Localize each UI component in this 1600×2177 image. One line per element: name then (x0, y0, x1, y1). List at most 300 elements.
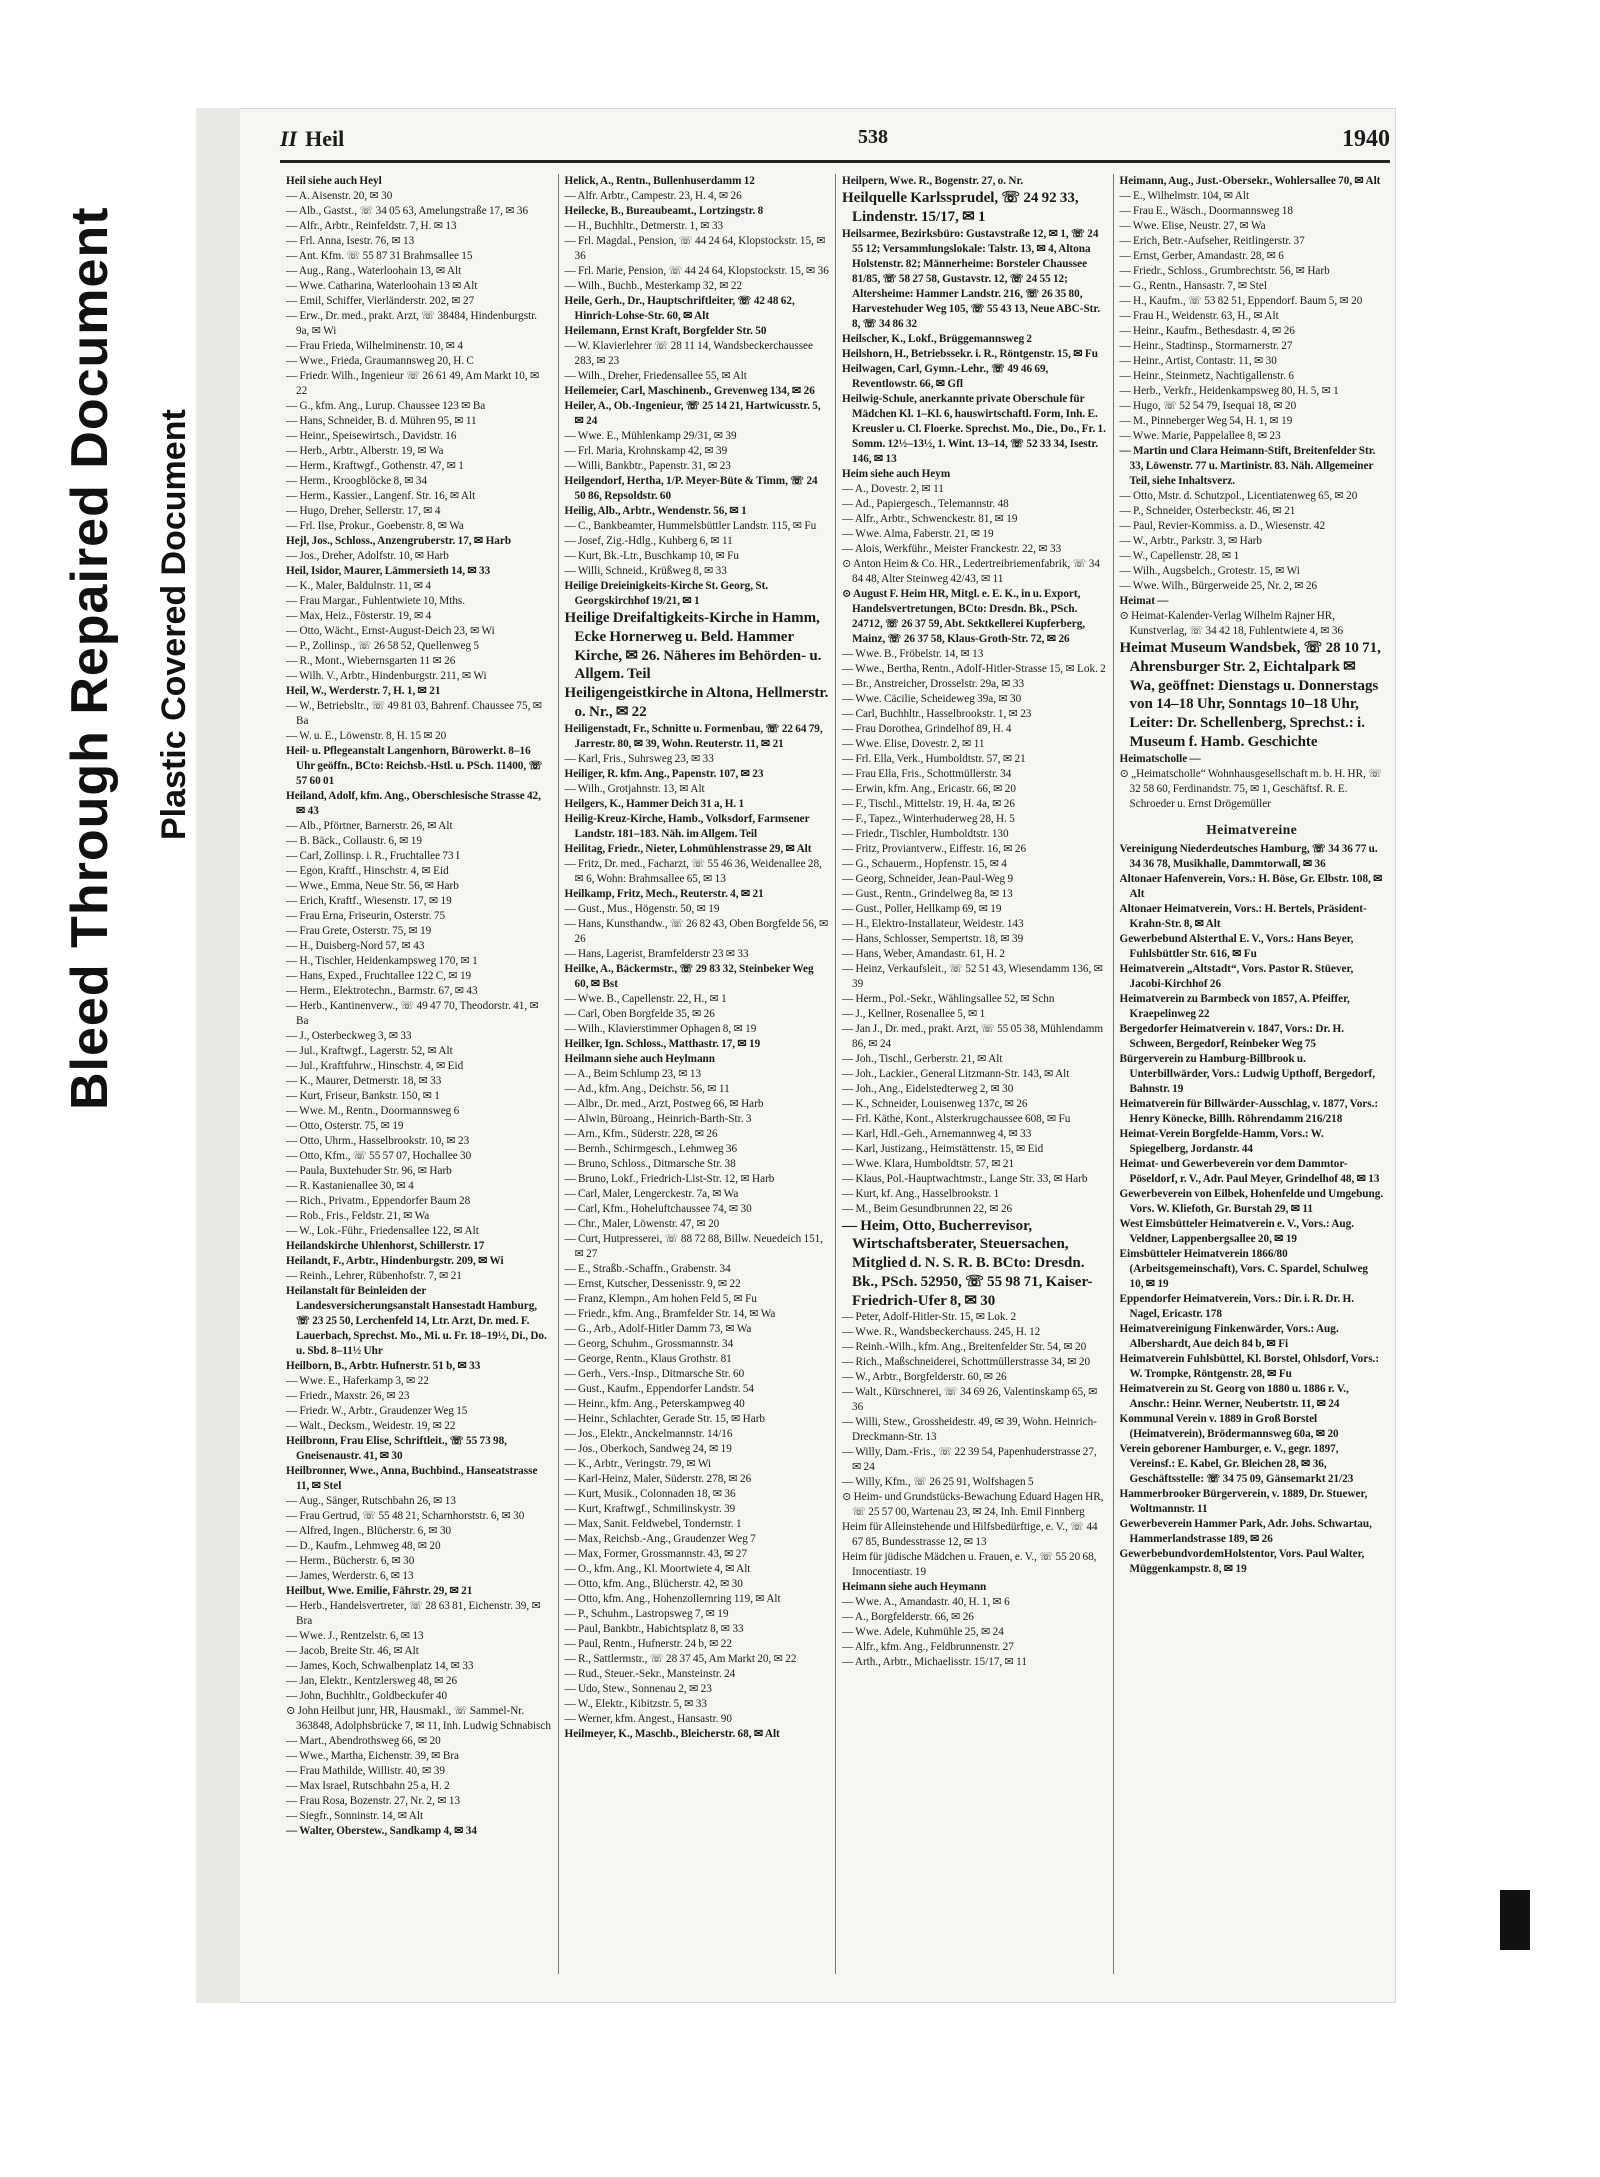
directory-entry: — Frau Grete, Osterstr. 75, ✉ 19 (286, 925, 432, 937)
directory-entry: — Frl. Anna, Isestr. 76, ✉ 13 (286, 235, 415, 247)
directory-entry: — Carl, Zollinsp. i. R., Fruchtallee 73 I (286, 850, 460, 862)
column-3 (835, 174, 1113, 1974)
directory-entry: — Joh., Ang., Eidelstedterweg 2, ✉ 30 (842, 1082, 1014, 1095)
directory-entry: — Arn., Kfm., Süderstr. 228, ✉ 26 (564, 1127, 718, 1140)
side-note-main: Bleed Through Repaired Document (61, 206, 119, 1110)
directory-entry: — Frl. Ilse, Prokur., Goebenstr. 8, ✉ Wa (286, 520, 464, 532)
directory-entry: — M., Beim Gesundbrunnen 22, ✉ 26 (842, 1202, 1013, 1215)
directory-entry: Heiliger, R. kfm. Ang., Papenstr. 107, ✉ 23 (564, 767, 764, 780)
directory-entry: — Frau Gertrud, ☏ 55 48 21, Scharnhorststr. 6, ✉ 30 (286, 1510, 525, 1522)
directory-entry: Heilecke, B., Bureaubeamt., Lortzingstr. 8 (564, 205, 764, 217)
directory-entry: — K., Maler, Baldulnstr. 11, ✉ 4 (286, 580, 432, 592)
directory-entry: Heilbronner, Wwe., Anna, Buchbind., Hanseatstrasse 11, ✉ Stel (286, 1465, 538, 1492)
directory-entry: — Walt., Decksm., Weidestr. 19, ✉ 22 (286, 1420, 456, 1432)
directory-entry: — K., Schneider, Louisenweg 137c, ✉ 26 (842, 1097, 1028, 1110)
directory-entry: — Erich, Kraftf., Wiesenstr. 17, ✉ 19 (286, 895, 452, 907)
directory-entry: Heilemeier, Carl, Maschinenb., Grevenweg 134, ✉ 26 (564, 385, 815, 397)
directory-entry: Heilanstalt für Beinleiden der Landesversicherungsanstalt Hansestadt Hamburg, ☏ 23 25 50, Lerchenfeld 14, Ltr. Arzt, Dr. med. F. Lauerbach, Sprechst. Mo., Mi. u. Fr. 18–19½, Di., Do. u. Sbd. 8–11½ Uhr (286, 1285, 547, 1357)
directory-entry: — Bernh., Schirmgesch., Lehmweg 36 (564, 1142, 738, 1155)
directory-entry: ⊙ Heim- und Grundstücks-Bewachung Eduard Hagen HR, ☏ 25 57 00, Wartenau 23, ✉ 24, Inh. Emil Finnberg (842, 1491, 1104, 1519)
directory-entry: — Jul., Kraftfuhrw., Hinschstr. 4, ✉ Eid (286, 1060, 464, 1072)
directory-entry: — Alfr., Arbtr., Reinfeldstr. 7, H. ✉ 13 (286, 220, 457, 232)
directory-entry: — John, Buchhltr., Goldbeckufer 40 (286, 1690, 448, 1702)
header-left (280, 126, 344, 152)
directory-entry: Heilsarmee, Bezirksbüro: Gustavstraße 12, ✉ 1, ☏ 24 55 12; Versammlungslokale: Talstr. 13, ✉ 4, Altona Holstenstr. 82; Männerheime: Borsteler Chaussee 81/85, ☏ 58 27 58, Gustavstr. 12, ☏ 24 55 12; Altersheime: Hammer Landstr. 216, ☏ 26 35 80, Harvestehuder Weg 105, ☏ 55 43 13, Neue ABC-Str. 8, ☏ 34 86 32 (842, 227, 1101, 330)
scan-edge-mark (1500, 1890, 1530, 1950)
columns (280, 174, 1390, 1974)
directory-entry: Heilquelle Karlssprudel, ☏ 24 92 33, Lindenstr. 15/17, ✉ 1 (842, 190, 1079, 225)
directory-entry: — M., Pinneberger Weg 54, H. 1, ✉ 19 (1119, 415, 1293, 427)
directory-page (196, 108, 1396, 2003)
directory-entry: — Alois, Werkführ., Meister Franckestr. 22, ✉ 33 (842, 542, 1062, 555)
directory-entry: — Wwe. Alma, Faberstr. 21, ✉ 19 (842, 527, 994, 540)
directory-entry: ⊙ Anton Heim & Co. HR., Ledertreibriemenfabrik, ☏ 34 84 48, Alter Steinweg 42/43, ✉ 11 (842, 557, 1100, 585)
volume-number: II (280, 126, 298, 151)
directory-entry: — Georg, Schneider, Jean-Paul-Weg 9 (842, 872, 1014, 885)
directory-entry: — Heinz, Verkaufsleit., ☏ 52 51 43, Wiesendamm 136, ✉ 39 (842, 962, 1103, 990)
directory-entry: — Carl, Buchhltr., Hasselbrookstr. 1, ✉ 23 (842, 707, 1032, 720)
directory-entry: — C., Bankbeamter, Hummelsbüttler Landstr. 115, ✉ Fu (564, 520, 817, 532)
directory-entry: — Klaus, Pol.-Hauptwachtmstr., Lange Str. 33, ✉ Harb (842, 1172, 1088, 1185)
directory-entry: — Heinr., Artist, Contastr. 11, ✉ 30 (1119, 355, 1277, 367)
directory-entry: — Gust., Rentn., Grindelweg 8a, ✉ 13 (842, 887, 1013, 900)
directory-entry: Heiligenstadt, Fr., Schnitte u. Formenbau, ☏ 22 64 79, Jarrestr. 80, ✉ 39, Wohn. Reuterstr. 11, ✉ 21 (564, 722, 823, 750)
directory-entry: ⊙ Heimat-Kalender-Verlag Wilhelm Rajner HR, Kunstverlag, ☏ 34 42 18, Fuhlentwiete 4, ✉ 36 (1119, 610, 1344, 637)
directory-entry: Heil, W., Werderstr. 7, H. 1, ✉ 21 (286, 685, 441, 697)
directory-entry: — Aug., Sänger, Rutschbahn 26, ✉ 13 (286, 1495, 456, 1507)
directory-entry: Heilig-Kreuz-Kirche, Hamb., Volksdorf, Farmsener Landstr. 181–183. Näh. im Allgem. Teil (564, 812, 810, 840)
directory-entry: — Herm., Elektrotechn., Barmstr. 67, ✉ 43 (286, 985, 478, 997)
directory-entry: — Herm., Bücherstr. 6, ✉ 30 (286, 1555, 415, 1567)
directory-entry: — Emil, Schiffer, Vierländerstr. 202, ✉ 27 (286, 295, 475, 307)
directory-entry: — Ad., Papiergesch., Telemannstr. 48 (842, 497, 1009, 510)
directory-entry: — Max, Reichsb.-Ang., Graudenzer Weg 7 (564, 1532, 756, 1545)
directory-entry: — Friedr. Wilh., Ingenieur ☏ 26 61 49, Am Markt 10, ✉ 22 (286, 370, 540, 397)
directory-entry: — A., Dovestr. 2, ✉ 11 (842, 482, 944, 495)
directory-entry: — W., Arbtr., Borgfelderstr. 60, ✉ 26 (842, 1371, 1007, 1384)
directory-entry: — Friedr., Schloss., Grumbrechtstr. 56, ✉ Harb (1119, 265, 1330, 277)
directory-entry: ⊙ „Heimatscholle“ Wohnhausgesellschaft m. b. H. HR, ☏ 32 58 60, Ferdinandstr. 75, ✉ 1, Geschäftsf. R. E. Schroeder u. Ernst Drögemüller (1119, 767, 1383, 810)
directory-entry: — Willi, Bankbtr., Papenstr. 31, ✉ 23 (564, 460, 731, 472)
directory-entry: — Karl, Hdl.-Geh., Arnemannweg 4, ✉ 33 (842, 1127, 1032, 1140)
section-heading: Heimatvereine (1206, 821, 1298, 837)
directory-entry: — G., Schauerm., Hopfenstr. 15, ✉ 4 (842, 857, 1007, 870)
directory-entry: — P., Schuhm., Lastropsweg 7, ✉ 19 (564, 1607, 729, 1620)
directory-entry: — Udo, Stew., Sonnenau 2, ✉ 23 (564, 1682, 712, 1695)
directory-entry: Heimatscholle — (1119, 752, 1201, 765)
directory-entry: GewerbebundvordemHolstentor, Vors. Paul Walter, Müggenkampstr. 8, ✉ 19 (1119, 1547, 1365, 1575)
directory-entry: Verein geborener Hamburger, e. V., gegr. 1897, Vereinsf.: E. Kabel, Gr. Bleichen 28, ✉ 36, Geschäftsstelle: ☏ 34 75 09, Gänsemarkt 21/23 (1119, 1442, 1354, 1485)
directory-entry: — Hugo, ☏ 52 54 79, Isequai 18, ✉ 20 (1119, 400, 1297, 412)
directory-entry: — Martin und Clara Heimann-Stift, Breitenfelder Str. 33, Löwenstr. 77 u. Martinistr. 83. Näh. Allgemeiner Teil, siehe Inhaltsverz. (1119, 445, 1376, 487)
directory-entry: Heiligengeistkirche in Altona, Hellmerstr. o. Nr., ✉ 22 (564, 685, 829, 720)
directory-entry: — Heinr., Speisewirtsch., Davidstr. 16 (286, 430, 457, 442)
directory-entry: — W., Betriebsltr., ☏ 49 81 03, Bahrenf. Chaussee 75, ✉ Ba (286, 700, 543, 727)
directory-entry: — Frau Rosa, Bozenstr. 27, Nr. 2, ✉ 13 (286, 1795, 461, 1807)
directory-entry: — Herb., Verkfr., Heidenkampsweg 80, H. 5, ✉ 1 (1119, 385, 1339, 397)
directory-entry: Heiler, A., Ob.-Ingenieur, ☏ 25 14 21, Hartwicusstr. 5, ✉ 24 (564, 400, 821, 427)
directory-entry: — Wwe. J., Rentzelstr. 6, ✉ 13 (286, 1630, 424, 1642)
column-1 (280, 174, 558, 1974)
directory-entry: — D., Kaufm., Lehmweg 48, ✉ 20 (286, 1540, 441, 1552)
directory-entry: — Frl. Ella, Verk., Humboldtstr. 57, ✉ 21 (842, 752, 1026, 765)
directory-entry: Eppendorfer Heimatverein, Vors.: Dir. i. R. Dr. H. Nagel, Ericastr. 178 (1119, 1292, 1355, 1320)
directory-entry: Heile, Gerh., Dr., Hauptschriftleiter, ☏ 42 48 62, Hinrich-Lohse-Str. 60, ✉ Alt (564, 295, 795, 322)
directory-entry: Hammerbrooker Bürgerverein, v. 1889, Dr. Stuewer, Woltmannstr. 11 (1119, 1487, 1368, 1515)
directory-entry: Heilwagen, Carl, Gymn.-Lehr., ☏ 49 46 69, Reventlowstr. 66, ✉ Gfl (842, 362, 1049, 390)
directory-entry: — Carl, Oben Borgfelde 35, ✉ 26 (564, 1007, 715, 1020)
directory-entry: Heilgendorf, Hertha, 1/P. Meyer-Büte & Timm, ☏ 24 50 86, Repsoldstr. 60 (564, 475, 818, 502)
directory-entry: Heil- u. Pflegeanstalt Langenhorn, Bürowerkt. 8–16 Uhr geöffn., BCto: Reichsb.-Hstl. u. PSch. 11400, ☏ 57 60 01 (286, 745, 543, 787)
column-4 (1113, 174, 1391, 1974)
directory-entry: — Wwe. Klara, Humboldtstr. 57, ✉ 21 (842, 1157, 1015, 1170)
directory-entry: Heilig, Alb., Arbtr., Wendenstr. 56, ✉ 1 (564, 505, 747, 517)
directory-entry: ⊙ John Heilbut junr, HR, Hausmakl., ☏ Sammel-Nr. 363848, Adolphsbrücke 7, ✉ 11, Inh. Ludwig Schnabisch (286, 1705, 551, 1732)
directory-entry: — Wwe., Frieda, Graumannsweg 20, H. C (286, 355, 474, 367)
directory-entry: — Wwe. Wilh., Bürgerweide 25, Nr. 2, ✉ 26 (1119, 580, 1318, 592)
directory-entry: Heilker, Ign. Schloss., Matthastr. 17, ✉ 19 (564, 1037, 761, 1050)
directory-entry: — W., Elektr., Kibitzstr. 5, ✉ 33 (564, 1697, 707, 1710)
directory-entry: Heilandt, F., Arbtr., Hindenburgstr. 209, ✉ Wi (286, 1255, 504, 1267)
directory-entry: — W., Lok.-Führ., Friedensallee 122, ✉ Alt (286, 1225, 479, 1237)
directory-entry: Heim für Alleinstehende und Hilfsbedürftige, e. V., ☏ 44 67 85, Bundesstrasse 12, ✉ 13 (842, 1521, 1098, 1549)
directory-entry: — Georg, Schuhm., Grossmannstr. 34 (564, 1337, 734, 1350)
directory-entry: — Paul, Bankbtr., Habichtsplatz 8, ✉ 33 (564, 1622, 744, 1635)
directory-entry: — Frau Margar., Fuhlentwiete 10, Mths. (286, 595, 466, 607)
directory-entry: — Alwin, Büroang., Heinrich-Barth-Str. 3 (564, 1112, 752, 1125)
directory-entry: Eimsbütteler Heimatverein 1866/80 (Arbeitsgemeinschaft), Vors. C. Spardel, Schulweg 10, ✉ 19 (1119, 1247, 1369, 1290)
directory-entry: — Paula, Buxtehuder Str. 96, ✉ Harb (286, 1165, 452, 1177)
directory-entry: — W., Arbtr., Parkstr. 3, ✉ Harb (1119, 535, 1262, 547)
directory-entry: Heilandskirche Uhlenhorst, Schillerstr. 17 (286, 1240, 485, 1252)
directory-entry: — Wwe., Emma, Neue Str. 56, ✉ Harb (286, 880, 459, 892)
directory-entry: — Heinr., Schlachter, Gerade Str. 15, ✉ Harb (564, 1412, 766, 1425)
directory-entry: — Heim, Otto, Bucherrevisor, Wirtschaftsberater, Steuersachen, Mitglied d. N. S. R. B. BCto: Dresdn. Bk., PSch. 52950, ☏ 55 98 71, Kaiser-Friedrich-Ufer 8, ✉ 30 (842, 1217, 1093, 1309)
directory-entry: — Aug., Rang., Waterloohain 13, ✉ Alt (286, 265, 462, 277)
directory-entry: — H., Kaufm., ☏ 53 82 51, Eppendorf. Baum 5, ✉ 20 (1119, 295, 1363, 307)
directory-entry: — Heinr., Steinmetz, Nachtigallenstr. 6 (1119, 370, 1294, 382)
directory-entry: — Max, Heiz., Fösterstr. 19, ✉ 4 (286, 610, 432, 622)
directory-entry: — Frau Mathilde, Willistr. 40, ✉ 39 (286, 1765, 445, 1777)
directory-entry: ⊙ August F. Heim HR, Mitgl. e. E. K., in u. Export, Handelsvertretungen, BCto: Dresdn. Bk., PSch. 24712, ☏ 26 37 59, Abt. Sektkellerei Kupferberg, Mainz, ☏ 26 37 58, Klaus-Groth-Str. 72, ✉ 26 (842, 587, 1086, 645)
year: 1940 (1342, 126, 1390, 152)
directory-entry: — Wwe. E., Mühlenkamp 29/31, ✉ 39 (564, 430, 737, 442)
directory-entry: — Frau Frieda, Wilhelminenstr. 10, ✉ 4 (286, 340, 463, 352)
directory-entry: — Kurt, Kraftwgf., Schmilinskystr. 39 (564, 1502, 736, 1515)
directory-entry: — Joh., Lackier., General Litzmann-Str. 143, ✉ Alt (842, 1067, 1070, 1080)
directory-entry: Bürgerverein zu Hamburg-Billbrook u. Unterbillwärder, Vors.: Ludwig Upthoff, Bergedorf, Bahnstr. 19 (1119, 1052, 1376, 1095)
header-rule (280, 160, 1390, 163)
directory-entry: — James, Koch, Schwalbenplatz 14, ✉ 33 (286, 1660, 474, 1672)
directory-entry: — Frau Ella, Fris., Schottmüllerstr. 34 (842, 767, 1012, 780)
directory-entry: Bergedorfer Heimatverein v. 1847, Vors.: Dr. H. Schween, Bergedorf, Reinbeker Weg 75 (1119, 1022, 1345, 1050)
directory-entry: — Frau Dorothea, Grindelhof 89, H. 4 (842, 722, 1012, 735)
directory-entry: — Rob., Fris., Feldstr. 21, ✉ Wa (286, 1210, 430, 1222)
directory-entry: Heimat Museum Wandsbek, ☏ 28 10 71, Ahrensburger Str. 2, Eichtalpark ✉ Wa, geöffnet: Dienstags u. Donnerstags von 14–18 Uhr, Sonntags 10–18 Uhr, Leiter: Dr. Schellenberg, Sprechst.: i. Museum f. Hamb. Geschichte (1119, 640, 1381, 750)
directory-entry: — Otto, Uhrm., Hasselbrookstr. 10, ✉ 23 (286, 1135, 470, 1147)
directory-entry: — Wilh. V., Arbtr., Hindenburgstr. 211, ✉ Wi (286, 670, 487, 682)
directory-entry: — Herb., Kantinenverw., ☏ 49 47 70, Theodorstr. 41, ✉ Ba (286, 1000, 539, 1027)
directory-entry: — Frau H., Weidenstr. 63, H., ✉ Alt (1119, 310, 1279, 322)
directory-entry: — Herm., Kraftwgf., Gothenstr. 47, ✉ 1 (286, 460, 464, 472)
directory-entry: Heilbronn, Frau Elise, Schriftleit., ☏ 55 73 98, Gneisenaustr. 41, ✉ 30 (286, 1435, 507, 1462)
directory-entry: Heilkamp, Fritz, Mech., Reuterstr. 4, ✉ 21 (564, 887, 764, 900)
directory-entry: — Kurt, Friseur, Bankstr. 150, ✉ 1 (286, 1090, 440, 1102)
directory-entry: — Heinr., Kaufm., Bethesdastr. 4, ✉ 26 (1119, 325, 1295, 337)
directory-entry: — Alb., Gastst., ☏ 34 05 63, Amelungstraße 17, ✉ 36 (286, 205, 529, 217)
directory-entry: — Erw., Dr. med., prakt. Arzt, ☏ 38484, Hindenburgstr. 9a, ✉ Wi (286, 310, 538, 337)
directory-entry: — H., Duisberg-Nord 57, ✉ 43 (286, 940, 425, 952)
directory-entry: — Erwin, kfm. Ang., Ericastr. 66, ✉ 20 (842, 782, 1016, 795)
directory-entry: Heilshorn, H., Betriebssekr. i. R., Röntgenstr. 15, ✉ Fu (842, 347, 1098, 360)
directory-entry: — P., Zollinsp., ☏ 26 58 52, Quellenweg 5 (286, 640, 480, 652)
directory-entry: — Wwe. Elise, Dovestr. 2, ✉ 11 (842, 737, 985, 750)
directory-entry: — Mart., Abendrothsweg 66, ✉ 20 (286, 1735, 441, 1747)
directory-entry: — Jacob, Breite Str. 46, ✉ Alt (286, 1645, 419, 1657)
directory-entry: — J., Kellner, Rosenallee 5, ✉ 1 (842, 1007, 986, 1020)
directory-entry: — Herm., Kroogblöcke 8, ✉ 34 (286, 475, 428, 487)
directory-entry: — Wwe. Marie, Pappelallee 8, ✉ 23 (1119, 430, 1281, 442)
directory-entry: — G., Rentn., Hansastr. 7, ✉ Stel (1119, 280, 1267, 292)
directory-entry: — A. Aisenstr. 20, ✉ 30 (286, 190, 393, 202)
directory-entry: — Hans, Kunsthandw., ☏ 26 82 43, Oben Borgfelde 56, ✉ 26 (564, 917, 829, 945)
directory-entry: Heilige Dreieinigkeits-Kirche St. Georg, St. Georgskirchhof 19/21, ✉ 1 (564, 580, 769, 607)
directory-entry: Heiland, Adolf, kfm. Ang., Oberschlesische Strasse 42, ✉ 43 (286, 790, 541, 817)
directory-entry: — H., Tischler, Heidenkampsweg 170, ✉ 1 (286, 955, 478, 967)
directory-entry: — Rich., Maßschneiderei, Schottmüllerstrasse 34, ✉ 20 (842, 1356, 1091, 1369)
directory-entry: Heimatverein für Billwärder-Ausschlag, v. 1877, Vors.: Henry Könecke, Billh. Röhrendamm 216/218 (1119, 1097, 1379, 1125)
directory-entry: — Frl. Magdal., Pension, ☏ 44 24 64, Klopstockstr. 15, ✉ 36 (564, 235, 826, 262)
directory-entry: — Curt, Hutpresserei, ☏ 88 72 88, Billw. Neuedeich 151, ✉ 27 (564, 1232, 824, 1260)
directory-entry: — Wwe., Martha, Eichenstr. 39, ✉ Bra (286, 1750, 460, 1762)
directory-entry: — Hans, Weber, Amandastr. 61, H. 2 (842, 947, 1005, 960)
directory-entry: Heilgers, K., Hammer Deich 31 a, H. 1 (564, 797, 745, 810)
directory-entry: — Otto, Wächt., Ernst-August-Deich 23, ✉ Wi (286, 625, 495, 637)
directory-entry: — Jan J., Dr. med., prakt. Arzt, ☏ 55 05 38, Mühlendamm 86, ✉ 24 (842, 1022, 1104, 1050)
directory-entry: Heilmann siehe auch Heylmann (564, 1052, 715, 1065)
directory-entry: West Eimsbütteler Heimatverein e. V., Vors.: Aug. Veldner, Lappenbergsallee 20, ✉ 19 (1119, 1217, 1355, 1245)
directory-entry: — Willi, Schneid., Krüßweg 8, ✉ 33 (564, 565, 727, 577)
directory-entry: — Max, Sanit. Feldwebel, Tondernstr. 1 (564, 1517, 742, 1530)
directory-entry: — Joh., Tischl., Gerberstr. 21, ✉ Alt (842, 1052, 1003, 1065)
directory-entry: — Wwe. Elise, Neustr. 27, ✉ Wa (1119, 220, 1266, 232)
directory-entry: — Wilh., Klavierstimmer Ophagen 8, ✉ 19 (564, 1022, 757, 1035)
directory-entry: Gewerbeverein Hammer Park, Adr. Johs. Schwartau, Hammerlandstrasse 189, ✉ 26 (1119, 1517, 1372, 1545)
directory-entry: — Otto, kfm. Ang., Blücherstr. 42, ✉ 30 (564, 1577, 743, 1590)
directory-entry: — Gerh., Vers.-Insp., Ditmarsche Str. 60 (564, 1367, 745, 1380)
directory-entry: — K., Maurer, Detmerstr. 18, ✉ 33 (286, 1075, 442, 1087)
directory-entry: Kommunal Verein v. 1889 in Groß Borstel (Heimatverein), Brödermannsweg 60a, ✉ 20 (1119, 1412, 1339, 1440)
directory-entry: — Wwe. B., Fröbelstr. 14, ✉ 13 (842, 647, 984, 660)
directory-entry: — H., Elektro-Installateur, Weidestr. 143 (842, 917, 1024, 930)
directory-entry: — Willi, Stew., Grossheidestr. 49, ✉ 39, Wohn. Heinrich-Dreckmann-Str. 13 (842, 1416, 1097, 1444)
directory-entry: — Ad., kfm. Ang., Deichstr. 56, ✉ 11 (564, 1082, 730, 1095)
directory-entry: — Otto, Mstr. d. Schutzpol., Licentiatenweg 65, ✉ 20 (1119, 490, 1358, 502)
directory-entry: Heimatverein „Altstadt“, Vors. Pastor R. Stüever, Jacobi-Kirchhof 26 (1119, 962, 1354, 990)
directory-entry: Heimatverein zu Barmbeck von 1857, A. Pfeiffer, Kraepelinweg 22 (1119, 992, 1350, 1020)
directory-entry: — Hans, Exped., Fruchtallee 122 C, ✉ 19 (286, 970, 472, 982)
directory-entry: — Kurt, Musik., Colonnaden 18, ✉ 36 (564, 1487, 736, 1500)
directory-entry: — Peter, Adolf-Hitler-Str. 15, ✉ Lok. 2 (842, 1311, 1017, 1324)
directory-entry: — Karl, Justizang., Heimstättenstr. 15, ✉ Eid (842, 1142, 1044, 1155)
directory-entry: — Jan, Elektr., Kentzlersweg 48, ✉ 26 (286, 1675, 458, 1687)
directory-entry: Heilpern, Wwe. R., Bogenstr. 27, o. Nr. (842, 175, 1024, 187)
directory-entry: Heimat- und Gewerbeverein vor dem Dammtor-Pöseldorf, r. V., Adr. Paul Meyer, Grindelhof 48, ✉ 13 (1119, 1157, 1380, 1185)
directory-entry: — Erich, Betr.-Aufseher, Reitlingerstr. 37 (1119, 235, 1305, 247)
directory-entry: — Ant. Kfm. ☏ 55 87 31 Brahmsallee 15 (286, 250, 473, 262)
directory-entry: — Carl, Maler, Lengerckestr. 7a, ✉ Wa (564, 1187, 739, 1200)
directory-entry: — Jos., Dreher, Adolfstr. 10, ✉ Harb (286, 550, 449, 562)
directory-entry: — Wilh., Buchb., Mesterkamp 32, ✉ 22 (564, 280, 743, 292)
directory-entry: — Gust., Kaufm., Eppendorfer Landstr. 54 (564, 1382, 755, 1395)
directory-entry: — Paul, Revier-Kommiss. a. D., Wiesenstr. 42 (1119, 520, 1326, 532)
directory-entry: Heil, Isidor, Maurer, Lämmersieth 14, ✉ 33 (286, 565, 491, 577)
directory-entry: — Hans, Schneider, B. d. Mühren 95, ✉ 11 (286, 415, 477, 427)
directory-entry: Heilscher, K., Lokf., Brüggemannsweg 2 (842, 332, 1032, 345)
directory-entry: — George, Rentn., Klaus Grothstr. 81 (564, 1352, 732, 1365)
directory-entry: — Willy, Kfm., ☏ 26 25 91, Wolfshagen 5 (842, 1476, 1034, 1489)
directory-entry: — James, Werderstr. 6, ✉ 13 (286, 1570, 414, 1582)
directory-entry: — E., Wilhelmstr. 104, ✉ Alt (1119, 190, 1250, 202)
directory-entry: — Hans, Lagerist, Bramfelderstr 23 ✉ 33 (564, 947, 749, 960)
directory-entry: — Max, Former, Grossmannstr. 43, ✉ 27 (564, 1547, 747, 1560)
directory-entry: — Frl. Marie, Pension, ☏ 44 24 64, Klopstockstr. 15, ✉ 36 (564, 265, 829, 277)
side-annotations (60, 150, 210, 1150)
directory-entry: Gewerbebund Alsterthal E. V., Vors.: Hans Beyer, Fuhlsbüttler Str. 616, ✉ Fu (1119, 932, 1354, 960)
directory-entry: — Wwe. A., Amandastr. 40, H. 1, ✉ 6 (842, 1596, 1010, 1609)
directory-entry: — Albr., Dr. med., Arzt, Postweg 66, ✉ Harb (564, 1097, 764, 1110)
directory-entry: — Alfr. Arbtr., Campestr. 23, H. 4, ✉ 26 (564, 190, 742, 202)
directory-entry: Heimann, Aug., Just.-Obersekr., Wohlersallee 70, ✉ Alt (1119, 175, 1381, 187)
directory-entry: — Kurt, kf. Ang., Hasselbrookstr. 1 (842, 1187, 1000, 1200)
directory-entry: — Frl. Maria, Krohnskamp 42, ✉ 39 (564, 445, 728, 457)
directory-entry: Heimann siehe auch Heymann (842, 1581, 987, 1594)
page-number: 538 (858, 126, 888, 148)
directory-entry: — R., Mont., Wiebernsgarten 11 ✉ 26 (286, 655, 456, 667)
directory-entry: Gewerbeverein von Eilbek, Hohenfelde und Umgebung. Vors. W. Kliefoth, Gr. Burstah 29, ✉ 11 (1119, 1187, 1384, 1215)
directory-entry: Altonaer Hafenverein, Vors.: H. Böse, Gr. Elbstr. 108, ✉ Alt (1119, 872, 1383, 900)
directory-entry: Heimatverein Fuhlsbüttel, Kl. Borstel, Ohlsdorf, Vors.: W. Trompke, Röntgenstr. 28, ✉ Fu (1119, 1352, 1380, 1380)
directory-entry: — Rud., Steuer.-Sekr., Mansteinstr. 24 (564, 1667, 736, 1680)
directory-entry: Heim für jüdische Mädchen u. Frauen, e. V., ☏ 55 20 68, Innocentiastr. 19 (842, 1551, 1097, 1579)
directory-entry: — Max Israel, Rutschbahn 25 a, H. 2 (286, 1780, 450, 1792)
directory-entry: — Paul, Rentn., Hufnerstr. 24 b, ✉ 22 (564, 1637, 732, 1650)
directory-entry: Heilwig-Schule, anerkannte private Oberschule für Mädchen Kl. 1–Kl. 6, hauswirtschaftl. Form, Inh. E. Kreusler u. Cl. Floerke. Sprechst. Mo., Die., Do., Fr. 1. Somm. 12½–13½, 1. Wint. 13–14, ☏ 52 33 34, Isestr. 146, ✉ 13 (842, 392, 1106, 465)
directory-entry: — Wwe. E., Haferkamp 3, ✉ 22 (286, 1375, 429, 1387)
directory-entry: — Karl-Heinz, Maler, Süderstr. 278, ✉ 26 (564, 1472, 752, 1485)
directory-entry: — Wwe., Bertha, Rentn., Adolf-Hitler-Strasse 15, ✉ Lok. 2 (842, 662, 1106, 675)
directory-entry: — Alfr., Arbtr., Schwenckestr. 81, ✉ 19 (842, 512, 1018, 525)
directory-entry: — F., Tapez., Winterhuderweg 28, H. 5 (842, 812, 1015, 825)
directory-entry: — F., Tischl., Mittelstr. 19, H. 4a, ✉ 26 (842, 797, 1015, 810)
directory-entry: — Wwe. Adele, Kuhmühle 25, ✉ 24 (842, 1626, 1004, 1639)
directory-entry: — Alfred, Ingen., Blücherstr. 6, ✉ 30 (286, 1525, 452, 1537)
header-word: Heil (305, 126, 345, 151)
directory-entry: — A., Beim Schlump 23, ✉ 13 (564, 1067, 702, 1080)
directory-entry: — Herb., Handelsvertreter, ☏ 28 63 81, Eichenstr. 39, ✉ Bra (286, 1600, 541, 1627)
directory-entry: — Wilh., Dreher, Friedensallee 55, ✉ Alt (564, 370, 747, 382)
directory-entry: — Karl, Fris., Suhrsweg 23, ✉ 33 (564, 752, 714, 765)
directory-entry: Heilke, A., Bäckermstr., ☏ 29 83 32, Steinbeker Weg 60, ✉ Bst (564, 962, 814, 990)
directory-entry: — Herm., Pol.-Sekr., Wählingsallee 52, ✉ Schn (842, 992, 1055, 1005)
directory-entry: — Jos., Elektr., Anckelmannstr. 14/16 (564, 1427, 733, 1440)
directory-entry: Heimat-Verein Borgfelde-Hamm, Vors.: W. Spiegelberg, Jordanstr. 44 (1119, 1127, 1324, 1155)
directory-entry: — Frau Erna, Friseurin, Osterstr. 75 (286, 910, 446, 922)
directory-entry: — Friedr., Tischler, Humboldtstr. 130 (842, 827, 1009, 840)
directory-entry: — Egon, Kraftf., Hinschstr. 4, ✉ Eid (286, 865, 449, 877)
directory-entry: — Heinr., Stadtinsp., Stormarnerstr. 27 (1119, 340, 1293, 352)
directory-entry: — Ernst, Gerber, Amandastr. 28, ✉ 6 (1119, 250, 1284, 262)
directory-entry: Heimatverein zu St. Georg von 1880 u. 1886 r. V., Anschr.: Heinr. Werner, Neubertstr. 11, ✉ 24 (1119, 1382, 1349, 1410)
directory-entry: — Willy, Dam.-Fris., ☏ 22 39 54, Papenhuderstrasse 27, ✉ 24 (842, 1446, 1097, 1474)
directory-entry: — W. Klavierlehrer ☏ 28 11 14, Wandsbeckerchaussee 283, ✉ 23 (564, 340, 813, 367)
directory-entry: — Bruno, Schloss., Ditmarsche Str. 38 (564, 1157, 736, 1170)
directory-entry: — R. Kastanienallee 30, ✉ 4 (286, 1180, 414, 1192)
directory-entry: — E., Straßb.-Schaffn., Grabenstr. 34 (564, 1262, 731, 1275)
directory-entry: — Frau E., Wäsch., Doormannsweg 18 (1119, 205, 1293, 217)
directory-entry: — Walt., Kürschnerei, ☏ 34 69 26, Valentinskamp 65, ✉ 36 (842, 1386, 1098, 1414)
directory-entry: — B. Bäck., Collaustr. 6, ✉ 19 (286, 835, 422, 847)
side-note-secondary: Plastic Covered Document (155, 409, 193, 840)
directory-entry: — G., Arb., Adolf-Hitler Damm 73, ✉ Wa (564, 1322, 752, 1335)
directory-entry: Heil siehe auch Heyl (286, 175, 382, 187)
directory-entry: — Herm., Kassier., Langenf. Str. 16, ✉ Alt (286, 490, 476, 502)
directory-entry: Heilemann, Ernst Kraft, Borgfelder Str. 50 (564, 325, 767, 337)
directory-entry: — Franz, Klempn., Am hohen Feld 5, ✉ Fu (564, 1292, 757, 1305)
directory-entry: — Reinh., Lehrer, Rübenhofstr. 7, ✉ 21 (286, 1270, 462, 1282)
directory-entry: — Ernst, Kutscher, Dessenisstr. 9, ✉ 22 (564, 1277, 741, 1290)
directory-entry: — Bruno, Lokf., Friedrich-List-Str. 12, ✉ Harb (564, 1172, 775, 1185)
directory-entry: — W. u. E., Löwenstr. 8, H. 15 ✉ 20 (286, 730, 447, 742)
directory-entry: — Wwe. R., Wandsbeckerchauss. 245, H. 12 (842, 1326, 1041, 1339)
directory-entry: — Otto, Kfm., ☏ 55 57 07, Hochallee 30 (286, 1150, 472, 1162)
directory-entry: — Wwe. Cäcilie, Scheideweg 39a, ✉ 30 (842, 692, 1022, 705)
directory-entry: Heilborn, B., Arbtr. Hufnerstr. 51 b, ✉ 33 (286, 1360, 481, 1372)
directory-entry: — W., Capellenstr. 28, ✉ 1 (1119, 550, 1240, 562)
directory-entry: Vereinigung Niederdeutsches Hamburg, ☏ 34 36 77 u. 34 36 78, Musikhalle, Dammtorwall, ✉ 36 (1119, 842, 1378, 870)
page-binding-edge (196, 108, 240, 2003)
directory-entry: — Alb., Pförtner, Barnerstr. 26, ✉ Alt (286, 820, 453, 832)
directory-entry: — Hans, Schlosser, Sempertstr. 18, ✉ 39 (842, 932, 1024, 945)
directory-entry: — Wilh., Grotjahnstr. 13, ✉ Alt (564, 782, 705, 795)
directory-entry: — Fritz, Dr. med., Facharzt, ☏ 55 46 36, Weidenallee 28, ✉ 6, Wohn: Brahmsallee 65, ✉ 13 (564, 857, 822, 885)
directory-entry: — H., Buchhltr., Detmerstr. 1, ✉ 33 (564, 220, 724, 232)
directory-entry: Hejl, Jos., Schloss., Anzengruberstr. 17, ✉ Harb (286, 535, 512, 547)
directory-entry: — Friedr., kfm. Ang., Bramfelder Str. 14, ✉ Wa (564, 1307, 776, 1320)
directory-entry: — Br., Anstreicher, Drosselstr. 29a, ✉ 33 (842, 677, 1025, 690)
directory-entry: — Werner, kfm. Angest., Hansastr. 90 (564, 1712, 732, 1725)
directory-entry: — Fritz, Proviantverw., Eiffestr. 16, ✉ 26 (842, 842, 1027, 855)
directory-entry: Helick, A., Rentn., Bullenhuserdamm 12 (564, 175, 755, 187)
directory-entry: Heimat — (1119, 595, 1169, 607)
directory-entry: — Wwe. M., Rentn., Doormannsweg 6 (286, 1105, 460, 1117)
directory-entry: — Hugo, Dreher, Sellerstr. 17, ✉ 4 (286, 505, 441, 517)
directory-entry: — Walter, Oberstew., Sandkamp 4, ✉ 34 (286, 1825, 477, 1837)
column-2 (558, 174, 836, 1974)
directory-entry: Heilitag, Friedr., Nieter, Lohmühlenstrasse 29, ✉ Alt (564, 842, 812, 855)
directory-entry: — Kurt, Bk.-Ltr., Buschkamp 10, ✉ Fu (564, 550, 739, 562)
directory-entry: — P., Schneider, Osterbeckstr. 46, ✉ 21 (1119, 505, 1296, 517)
directory-entry: — A., Borgfelderstr. 66, ✉ 26 (842, 1611, 974, 1624)
directory-entry: — Reinh.-Wilh., kfm. Ang., Breitenfelder Str. 54, ✉ 20 (842, 1341, 1087, 1354)
directory-entry: — Jul., Kraftwgf., Lagerstr. 52, ✉ Alt (286, 1045, 453, 1057)
directory-entry: — Friedr., Maxstr. 26, ✉ 23 (286, 1390, 410, 1402)
directory-entry: — K., Arbtr., Veringstr. 79, ✉ Wi (564, 1457, 712, 1470)
directory-entry: — R., Sattlermstr., ☏ 28 37 45, Am Markt 20, ✉ 22 (564, 1652, 797, 1665)
directory-entry: — Friedr. W., Arbtr., Graudenzer Weg 15 (286, 1405, 468, 1417)
directory-entry: — Rich., Privatm., Eppendorfer Baum 28 (286, 1195, 471, 1207)
directory-entry: — Herb., Arbtr., Alberstr. 19, ✉ Wa (286, 445, 444, 457)
